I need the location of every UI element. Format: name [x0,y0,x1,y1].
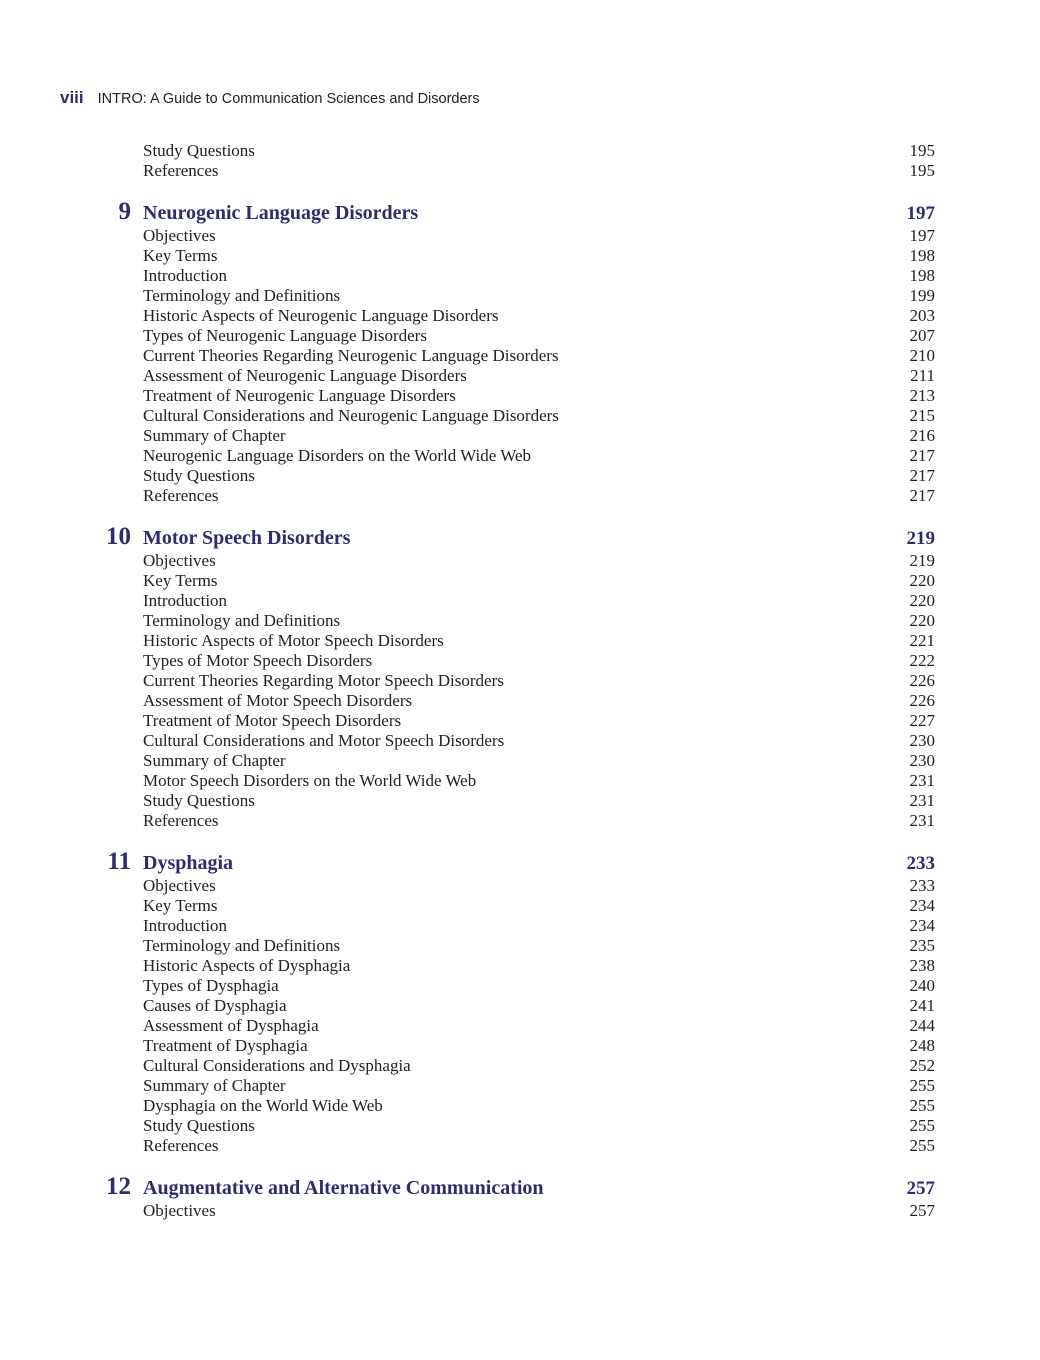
toc-entry [143,711,935,731]
entry-title: Neurogenic Language Disorders on the World Wide Web [143,446,531,465]
toc-entry [143,326,935,346]
entry-page-number: 211 [910,366,935,385]
entry-page-number: 220 [909,591,935,610]
entry-title: Objectives [143,876,216,895]
toc-entry [143,1016,935,1036]
entry-page-number: 199 [909,286,935,305]
entry-page-number: 238 [909,956,935,975]
chapter-page-number: 233 [906,853,935,874]
toc-entry [143,1096,935,1116]
entry-title: Summary of Chapter [143,1076,286,1095]
toc-entry [143,671,935,691]
entry-title: Terminology and Definitions [143,936,341,955]
entry-page-number: 219 [909,551,935,570]
page-folio: viii [60,88,84,107]
chapter-page-number: 197 [906,203,935,224]
entry-page-number: 230 [909,751,935,770]
entry-title: Study Questions [143,791,255,810]
entry-title: Cultural Considerations and Dysphagia [143,1056,411,1075]
entry-page-number: 231 [909,771,935,790]
toc-entry [143,266,935,286]
entry-title: Study Questions [143,466,255,485]
chapter-number: 12 [106,1173,131,1200]
entry-page-number: 217 [909,466,935,485]
entry-page-number: 198 [909,246,935,265]
toc-entry [143,996,935,1016]
toc-entry [143,571,935,591]
entry-page-number: 233 [909,876,935,895]
entry-title: Key Terms [143,896,218,915]
toc-entry [143,936,935,956]
chapter-title: Augmentative and Alternative Communication [143,1177,544,1199]
entry-title: Introduction [143,591,228,610]
toc-entry [143,446,935,466]
entry-title: Assessment of Dysphagia [143,1016,319,1035]
chapter-page-number: 219 [906,528,935,549]
entry-title: Treatment of Neurogenic Language Disorders [143,386,456,405]
toc-entry [143,551,935,571]
toc-entry [143,611,935,631]
toc-entry [143,976,935,996]
entry-page-number: 255 [909,1116,935,1135]
toc-entry [143,426,935,446]
entry-title: References [143,161,219,180]
entry-title: Assessment of Neurogenic Language Disorders [143,366,467,385]
entry-page-number: 203 [909,306,935,325]
running-head [60,88,480,108]
entry-page-number: 240 [909,976,935,995]
toc-entry [143,876,935,896]
entry-title: Types of Neurogenic Language Disorders [143,326,427,345]
toc-entry [143,631,935,651]
chapter-heading [0,1173,935,1201]
toc-entry [143,651,935,671]
toc-entry [143,246,935,266]
toc-entry [143,691,935,711]
entry-page-number: 234 [909,896,935,915]
toc-entry [143,1036,935,1056]
entry-title: Cultural Considerations and Neurogenic Language Disorders [143,406,559,425]
entry-title: Assessment of Motor Speech Disorders [143,691,413,710]
chapter-title: Neurogenic Language Disorders [143,202,419,224]
entry-page-number: 257 [909,1201,935,1220]
toc-entry [143,591,935,611]
entry-title: Current Theories Regarding Neurogenic Language Disorders [143,346,559,365]
toc-entry [143,406,935,426]
entry-title: Types of Motor Speech Disorders [143,651,373,670]
entry-title: Introduction [143,916,228,935]
chapter-heading [0,848,935,876]
toc-entry [143,1136,935,1156]
entry-title: Summary of Chapter [143,426,286,445]
entry-title: Historic Aspects of Neurogenic Language Disorders [143,306,499,325]
entry-title: References [143,486,219,505]
toc-entry [143,306,935,326]
toc-entry [143,811,935,831]
entry-page-number: 197 [909,226,935,245]
chapter-heading [0,523,935,551]
toc-entry [143,731,935,751]
toc-entry [143,386,935,406]
entry-page-number: 217 [909,446,935,465]
entry-title: References [143,1136,219,1155]
entry-page-number: 248 [909,1036,935,1055]
entry-title: Treatment of Dysphagia [143,1036,308,1055]
entry-page-number: 195 [909,141,935,160]
entry-page-number: 234 [909,916,935,935]
toc-entry [143,141,935,161]
entry-title: Study Questions [143,141,255,160]
toc-entry [143,791,935,811]
entry-title: Objectives [143,226,216,245]
entry-page-number: 215 [909,406,935,425]
toc-entry [143,466,935,486]
entry-page-number: 213 [909,386,935,405]
entry-title: Key Terms [143,246,218,265]
chapter-number: 10 [106,523,131,550]
entry-title: Terminology and Definitions [143,286,341,305]
entry-title: Objectives [143,1201,216,1220]
chapter-number: 11 [107,848,131,875]
entry-title: Study Questions [143,1116,255,1135]
toc-entry [143,286,935,306]
toc-entry [143,896,935,916]
entry-title: Objectives [143,551,216,570]
entry-page-number: 210 [909,346,935,365]
chapter-title: Dysphagia [143,852,234,874]
entry-page-number: 216 [909,426,935,445]
entry-page-number: 198 [909,266,935,285]
chapter-heading [0,198,935,226]
toc-entry [143,366,935,386]
entry-page-number: 226 [909,671,935,690]
entry-title: Historic Aspects of Dysphagia [143,956,351,975]
toc-entry [143,1076,935,1096]
toc-entry [143,1201,935,1221]
entry-page-number: 195 [909,161,935,180]
toc-entry [143,226,935,246]
entry-title: References [143,811,219,830]
toc-entry [143,1056,935,1076]
entry-page-number: 255 [909,1076,935,1095]
entry-page-number: 244 [909,1016,935,1035]
toc-entry [143,161,935,181]
entry-page-number: 207 [909,326,935,345]
entry-page-number: 231 [909,811,935,830]
chapter-number: 9 [118,198,131,225]
chapter-title: Motor Speech Disorders [143,527,351,549]
entry-page-number: 231 [909,791,935,810]
entry-title: Types of Dysphagia [143,976,279,995]
entry-page-number: 226 [909,691,935,710]
entry-title: Terminology and Definitions [143,611,341,630]
book-title: INTRO: A Guide to Communication Sciences and Disorders [97,91,480,107]
entry-page-number: 227 [909,711,935,730]
entry-page-number: 220 [909,611,935,630]
entry-page-number: 222 [909,651,935,670]
chapter-page-number: 257 [906,1178,935,1199]
entry-title: Introduction [143,266,228,285]
entry-title: Motor Speech Disorders on the World Wide Web [143,771,477,790]
entry-title: Causes of Dysphagia [143,996,287,1015]
entry-page-number: 230 [909,731,935,750]
toc-entry [143,916,935,936]
entry-title: Summary of Chapter [143,751,286,770]
entry-page-number: 235 [909,936,935,955]
toc-entry [143,771,935,791]
entry-page-number: 252 [909,1056,935,1075]
entry-title: Historic Aspects of Motor Speech Disorders [143,631,444,650]
entry-title: Current Theories Regarding Motor Speech Disorders [143,671,504,690]
entry-page-number: 241 [909,996,935,1015]
entry-title: Cultural Considerations and Motor Speech Disorders [143,731,505,750]
entry-page-number: 255 [909,1096,935,1115]
entry-title: Treatment of Motor Speech Disorders [143,711,402,730]
entry-page-number: 217 [909,486,935,505]
toc-entry [143,1116,935,1136]
entry-page-number: 220 [909,571,935,590]
toc-entry [143,956,935,976]
entry-page-number: 221 [909,631,935,650]
toc-entry [143,486,935,506]
toc-entry [143,751,935,771]
entry-page-number: 255 [909,1136,935,1155]
entry-title: Key Terms [143,571,218,590]
toc-entry [143,346,935,366]
entry-title: Dysphagia on the World Wide Web [143,1096,383,1115]
